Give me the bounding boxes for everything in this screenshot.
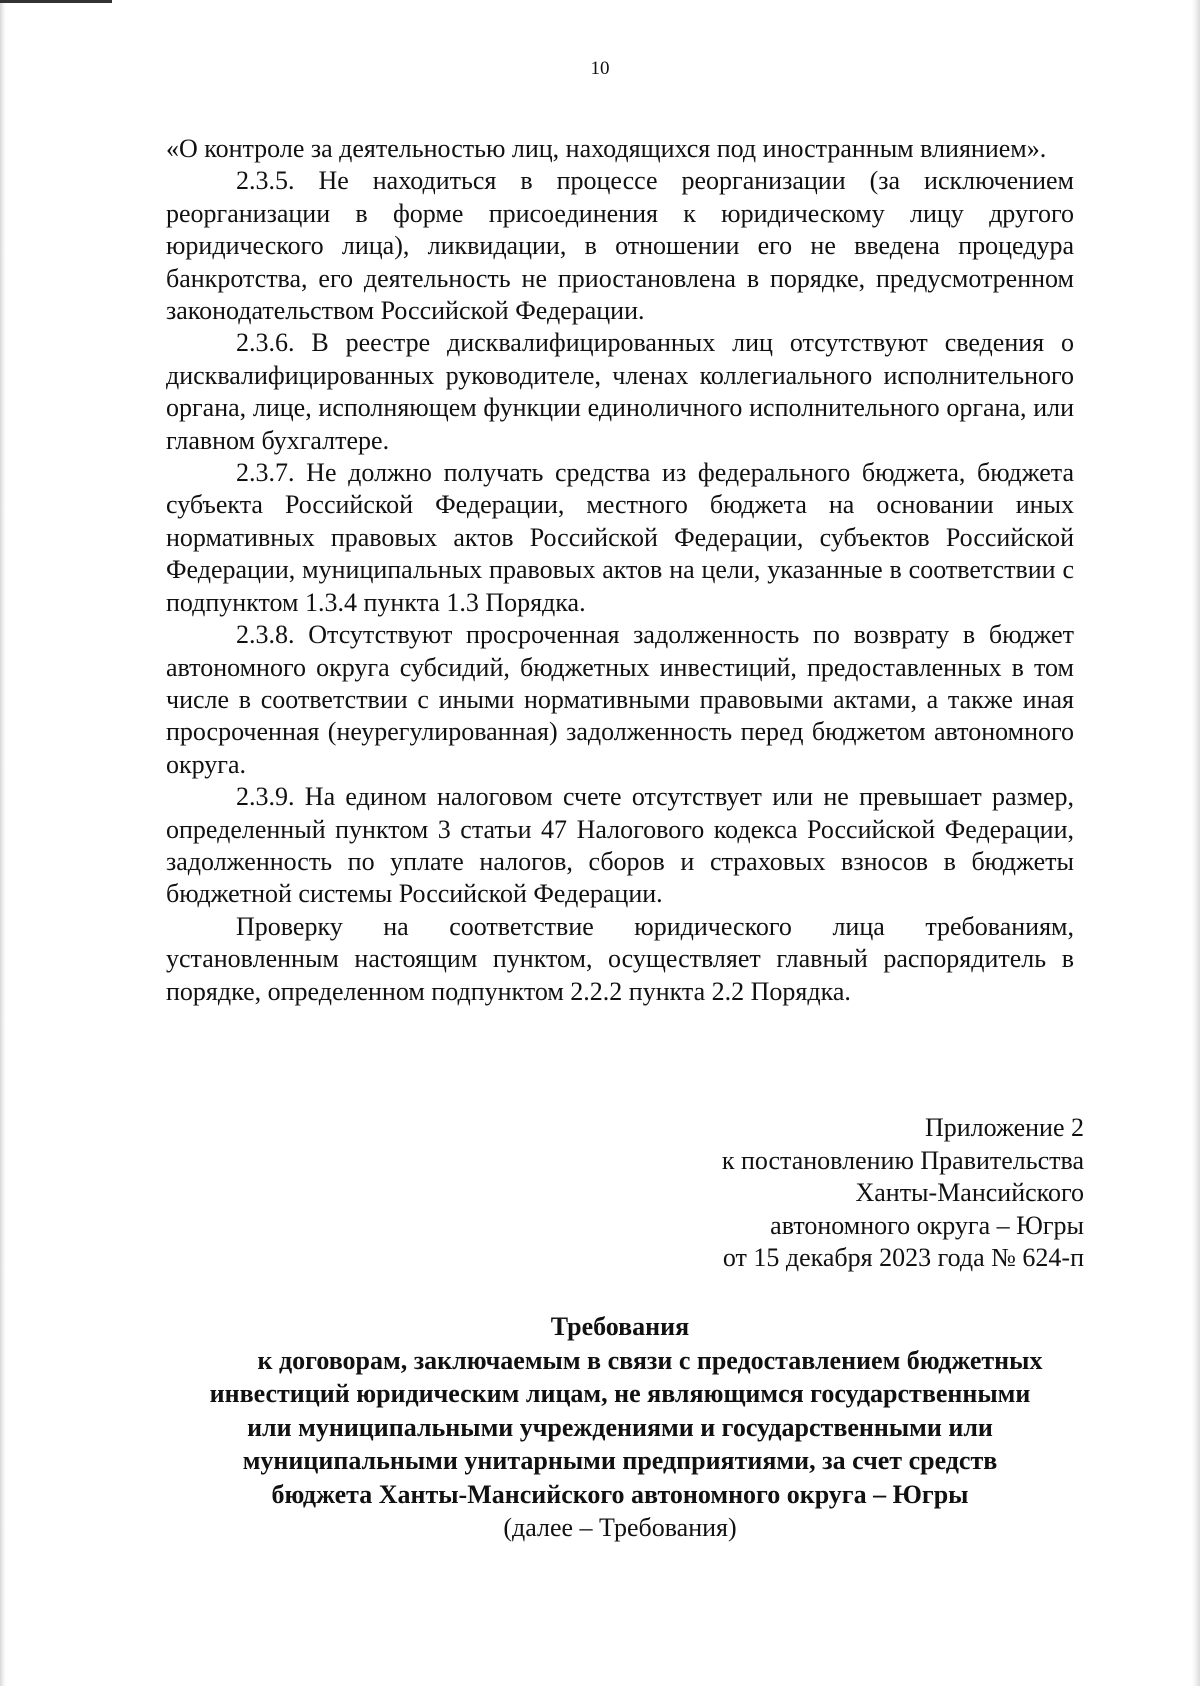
appendix-line: Ханты-Мансийского (855, 1178, 1084, 1208)
requirements-heading: Требования (550, 1312, 690, 1341)
requirements-title-line: к договорам, заключаемым в связи с предоставлением бюджетных (257, 1345, 1043, 1375)
page-number: 10 (590, 58, 610, 79)
requirements-title-line: или муниципальными учреждениями и государственными или (247, 1412, 993, 1442)
paragraph-2-3-7: 2.3.7. Не должно получать средства из федерального бюджета, бюджета субъекта Российской Федерации, местного бюджета на основании иных нормативных правовых актов Российской Федерации, субъектов Российской Федерации, муниципальных правовых актов на цели, указанные в соответствии с подпунктом 1.3.4 пункта 1.3 Порядка. (166, 458, 1074, 617)
scan-edge-left (0, 0, 6, 1686)
appendix-block (484, 1112, 1084, 1275)
paragraph-2-3-5: 2.3.5. Не находиться в процессе реорганизации (за исключением реорганизации в форме присоединения к юридическому лицу другого юридического лица), ликвидации, в отношении его не введена процедура банкротства, его деятельность не приостановлена в порядке, предусмотренном законодательством Российской Федерации. (166, 166, 1074, 326)
requirements-title-line: бюджета Ханты-Мансийского автономного округа – Югры (271, 1479, 969, 1509)
scan-top-mark (0, 0, 112, 3)
appendix-line: от 15 декабря 2023 года № 624-п (722, 1243, 1084, 1273)
scan-edge-right (1192, 0, 1200, 1686)
appendix-line: Приложение 2 (924, 1113, 1084, 1142)
paragraph-2-3-8: 2.3.8. Отсутствуют просроченная задолженность по возврату в бюджет автономного округа субсидий, бюджетных инвестиций, предоставленных в том числе в соответствии с иными нормативными правовыми актами, а также иная просроченная (неурегулированная) задолженность перед бюджетом автономного округа. (166, 620, 1074, 779)
paragraph-2-3-9: 2.3.9. На едином налоговом счете отсутствует или не превышает размер, определенный пунктом 3 статьи 47 Налогового кодекса Российской Федерации, задолженность по уплате налогов, сборов и страховых взносов в бюджеты бюджетной системы Российской Федерации. (166, 782, 1074, 909)
body-text (166, 133, 1074, 1008)
requirements-title-block (166, 1310, 1074, 1545)
paragraph-continuation: «О контроле за деятельностью лиц, находящихся под иностранным влиянием». (166, 134, 1047, 163)
requirements-title-line: муниципальными унитарными предприятиями, за счет средств (242, 1446, 998, 1475)
requirements-note: (далее – Требования) (503, 1513, 737, 1542)
requirements-title-line: инвестиций юридическим лицам, не являющимся государственными (209, 1379, 1031, 1408)
appendix-line: автономного округа – Югры (770, 1210, 1084, 1240)
paragraph-2-3-6: 2.3.6. В реестре дисквалифицированных лиц отсутствуют сведения о дисквалифицированных руководителе, членах коллегиального исполнительного органа, лице, исполняющем функции единоличного исполнительного органа, или главном бухгалтере. (166, 328, 1074, 455)
appendix-line: к постановлению Правительства (721, 1145, 1084, 1175)
paragraph-verification: Проверку на соответствие юридического лица требованиям, установленным настоящим пунктом, осуществляет главный распорядитель в порядке, определенном подпунктом 2.2.2 пункта 2.2 Порядка. (166, 911, 1074, 1006)
